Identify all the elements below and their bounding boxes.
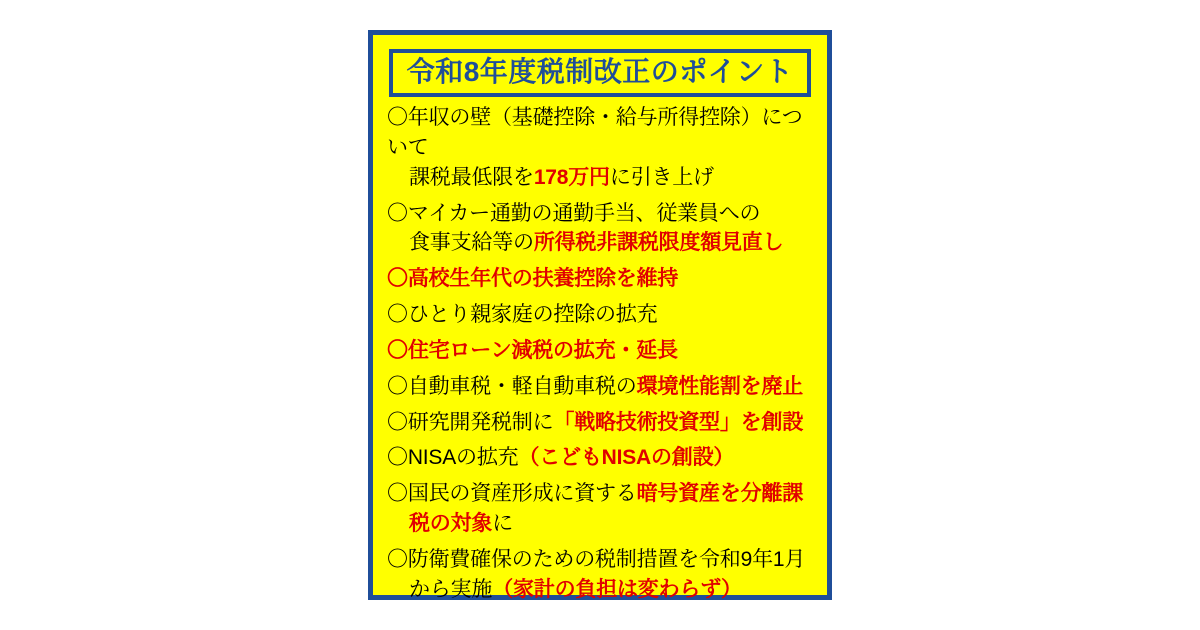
bullet-marker: 〇 (387, 267, 408, 291)
bullet-marker: 〇 (387, 374, 408, 398)
item-line2 (387, 575, 813, 605)
item-text-1a: 研究開発税制に (407, 410, 554, 434)
item-line2 (387, 509, 813, 539)
bullet-marker: 〇 (387, 303, 408, 327)
bullet-marker: 〇 (387, 446, 408, 470)
item-highlight-1: （こどもNISAの創設） (518, 446, 735, 470)
list-item (387, 372, 813, 402)
list-item (387, 443, 813, 473)
tax-reform-poster (368, 30, 832, 600)
bullet-marker: 〇 (387, 201, 408, 225)
list-item (387, 545, 813, 605)
item-highlight-1: 暗号資産を分離課 (636, 482, 804, 506)
item-highlight-2: 所得税非課税限度額見直し (533, 231, 784, 255)
item-text-2b: に引き上げ (609, 165, 714, 189)
bullet-marker: 〇 (387, 338, 408, 362)
item-highlight-1: 高校生年代の扶養控除を維持 (407, 267, 679, 291)
item-text-1a: 国民の資産形成に資する (407, 482, 637, 506)
item-text-1a: ひとり親家庭の控除の拡充 (407, 303, 658, 327)
list-item (387, 408, 813, 438)
list-item (387, 300, 813, 330)
item-text-2a: 課税最低限を (409, 165, 534, 189)
item-text-2a: から実施 (409, 577, 493, 601)
poster-title-container (387, 49, 813, 97)
item-text-1a: 年収の壁（基礎控除・給与所得控除）について (387, 106, 803, 159)
item-text-1a: マイカー通勤の通勤手当、従業員への (407, 201, 761, 225)
list-item (387, 264, 813, 294)
item-highlight-2: 税の対象 (409, 511, 493, 535)
item-highlight-1: 住宅ローン減税の拡充・延長 (407, 338, 678, 362)
list-item (387, 199, 813, 259)
item-line2 (387, 163, 813, 193)
item-highlight-2: 178万円 (533, 165, 610, 189)
item-text-2a: 食事支給等の (409, 231, 534, 255)
item-highlight-1: 環境性能割を廃止 (636, 374, 804, 398)
bullet-marker: 〇 (387, 106, 408, 130)
item-line2 (387, 228, 813, 258)
item-text-1a: 防衛費確保のための税制措置を令和9年1月 (407, 547, 806, 571)
list-item (387, 479, 813, 539)
list-item (387, 103, 813, 192)
bullet-marker: 〇 (387, 410, 408, 434)
item-text-1a: NISAの拡充 (407, 446, 519, 470)
points-list (387, 103, 813, 604)
item-text-2b: に (492, 511, 514, 535)
page-title: 令和8年度税制改正のポイント (389, 49, 812, 97)
bullet-marker: 〇 (387, 482, 408, 506)
bullet-marker: 〇 (387, 547, 408, 571)
item-text-1a: 自動車税・軽自動車税の (407, 374, 637, 398)
item-highlight-2: （家計の負担は変わらず） (492, 577, 742, 601)
item-highlight-1: 「戦略技術投資型」を創設 (553, 410, 804, 434)
list-item (387, 336, 813, 366)
